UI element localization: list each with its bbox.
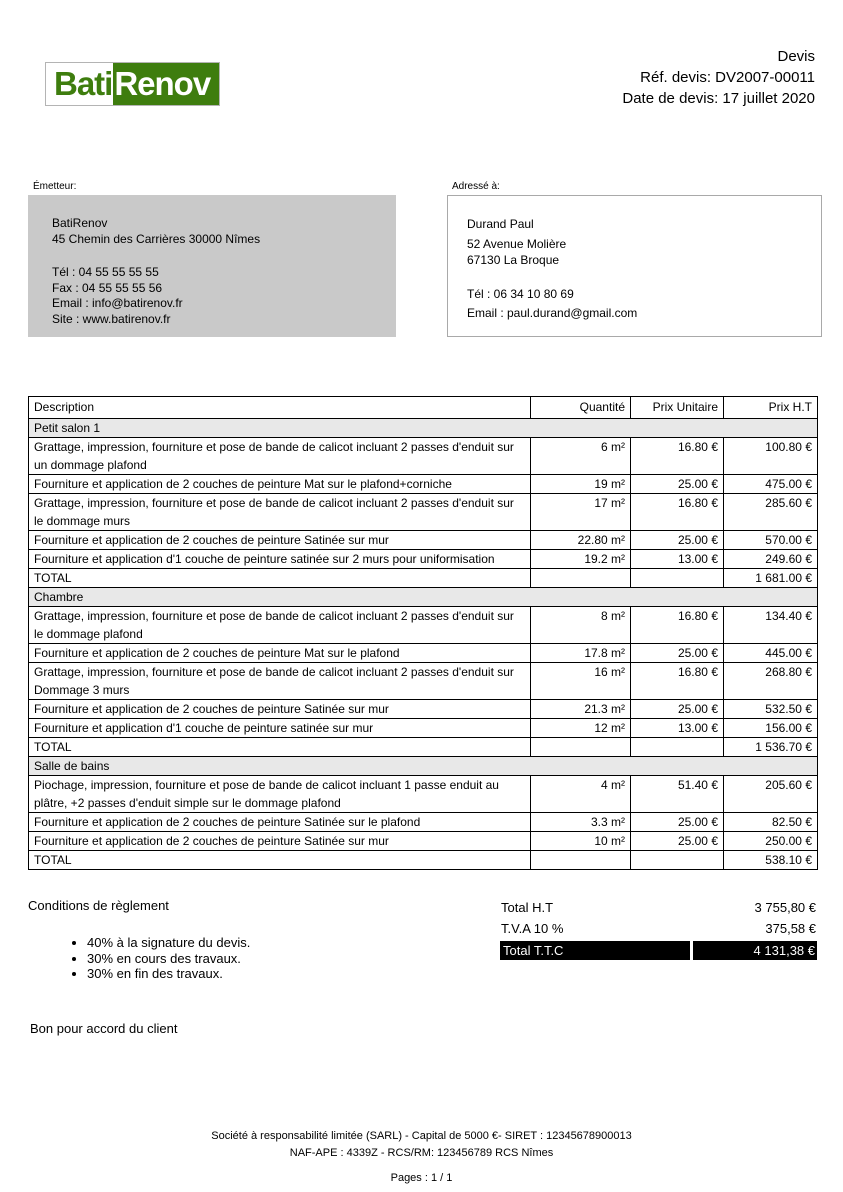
recipient-name: Durand Paul [467, 217, 534, 231]
item-description: Fourniture et application de 2 couches de peinture Satinée sur mur [29, 832, 531, 851]
item-row [29, 438, 818, 475]
tva-row [500, 918, 817, 939]
col-header-unit-price: Prix Unitaire [631, 397, 724, 419]
section-total-row [29, 569, 818, 588]
sender-address: 45 Chemin des Carrières 30000 Nîmes [52, 231, 261, 246]
col-header-description: Description [29, 397, 531, 419]
section-name: Chambre [29, 588, 818, 607]
item-description: Fourniture et application de 2 couches de peinture Satinée sur le plafond [29, 813, 531, 832]
item-quantity: 8 m² [531, 607, 631, 644]
item-row [29, 719, 818, 738]
item-price-ht: 268.80 € [724, 663, 818, 700]
legal-footer-line1: Société à responsabilité limitée (SARL) - Capital de 5000 €- SIRET : 12345678900013 [211, 1130, 632, 1142]
item-price-ht: 532.50 € [724, 700, 818, 719]
item-price-ht: 475.00 € [724, 475, 818, 494]
payment-conditions [28, 898, 250, 982]
item-row [29, 531, 818, 550]
recipient-address2: 67130 La Broque [467, 253, 560, 267]
payment-conditions-title: Conditions de règlement [28, 898, 169, 913]
batirenov-logo [45, 62, 220, 106]
payment-condition-item: • 40% à la signature du devis. [87, 935, 250, 951]
section-total-label: TOTAL [29, 738, 531, 757]
document-date: Date de devis: 17 juillet 2020 [622, 90, 815, 107]
item-unit-price: 25.00 € [631, 813, 724, 832]
item-description: Fourniture et application de 2 couches de peinture Mat sur le plafond+corniche [29, 475, 531, 494]
item-quantity: 10 m² [531, 832, 631, 851]
item-description: Grattage, impression, fourniture et pose de bande de calicot incluant 2 passes d'enduit sur un dommage plafond [29, 438, 531, 475]
sender-name: BatiRenov [52, 216, 108, 230]
page-indicator: Pages : 1 / 1 [390, 1172, 453, 1184]
item-description: Grattage, impression, fourniture et pose de bande de calicot incluant 2 passes d'enduit sur le dommage plafond [29, 607, 531, 644]
item-description: Grattage, impression, fourniture et pose de bande de calicot incluant 2 passes d'enduit sur Dommage 3 murs [29, 663, 531, 700]
section-total-value: 538.10 € [724, 851, 818, 870]
table-header-row [29, 397, 818, 419]
item-quantity: 3.3 m² [531, 813, 631, 832]
total-ttc-label: Total T.T.C [500, 941, 690, 960]
item-unit-price: 16.80 € [631, 438, 724, 475]
item-price-ht: 100.80 € [724, 438, 818, 475]
section-total-empty-qty [531, 569, 631, 588]
logo-text-bati: Bati [46, 63, 113, 105]
item-unit-price: 13.00 € [631, 719, 724, 738]
item-unit-price: 25.00 € [631, 644, 724, 663]
recipient-box [447, 195, 822, 337]
item-description: Fourniture et application de 2 couches de peinture Satinée sur mur [29, 700, 531, 719]
item-unit-price: 13.00 € [631, 550, 724, 569]
item-quantity: 17.8 m² [531, 644, 631, 663]
legal-footer [0, 1128, 843, 1162]
item-row [29, 475, 818, 494]
sender-tel: Tél : 04 55 55 55 55 [52, 265, 159, 279]
item-quantity: 12 m² [531, 719, 631, 738]
payment-condition-item: • 30% en cours des travaux. [87, 951, 250, 967]
item-price-ht: 445.00 € [724, 644, 818, 663]
item-quantity: 17 m² [531, 494, 631, 531]
section-total-value: 1 681.00 € [724, 569, 818, 588]
document-reference: Réf. devis: DV2007-00011 [640, 69, 815, 86]
item-quantity: 19 m² [531, 475, 631, 494]
section-total-empty-qty [531, 738, 631, 757]
item-unit-price: 16.80 € [631, 607, 724, 644]
total-ht-label: Total H.T [501, 900, 554, 915]
client-approval-text: Bon pour accord du client [30, 1021, 178, 1036]
item-quantity: 22.80 m² [531, 531, 631, 550]
item-description: Fourniture et application de 2 couches de peinture Satinée sur mur [29, 531, 531, 550]
payment-conditions-list [87, 935, 250, 982]
section-total-empty-qty [531, 851, 631, 870]
item-description: Grattage, impression, fourniture et pose de bande de calicot incluant 2 passes d'enduit sur le dommage murs [29, 494, 531, 531]
section-total-empty-unit [631, 851, 724, 870]
item-row [29, 663, 818, 700]
sender-fax: Fax : 04 55 55 55 56 [52, 280, 163, 295]
tva-label: T.V.A 10 % [501, 921, 564, 936]
item-row [29, 494, 818, 531]
item-unit-price: 25.00 € [631, 475, 724, 494]
legal-footer-line2: NAF-APE : 4339Z - RCS/RM: 123456789 RCS Nîmes [289, 1147, 554, 1159]
total-ht-value: 3 755,80 € [754, 900, 816, 915]
recipient-email: Email : paul.durand@gmail.com [467, 306, 638, 320]
section-total-label: TOTAL [29, 569, 531, 588]
logo-text-renov: Renov [113, 63, 219, 105]
item-quantity: 4 m² [531, 776, 631, 813]
tva-value: 375,58 € [765, 921, 816, 936]
item-price-ht: 82.50 € [724, 813, 818, 832]
col-header-quantity: Quantité [531, 397, 631, 419]
item-unit-price: 16.80 € [631, 663, 724, 700]
item-row [29, 607, 818, 644]
item-unit-price: 16.80 € [631, 494, 724, 531]
item-unit-price: 25.00 € [631, 700, 724, 719]
section-total-value: 1 536.70 € [724, 738, 818, 757]
section-header-row [29, 757, 818, 776]
section-total-label: TOTAL [29, 851, 531, 870]
total-ttc-row [500, 941, 817, 960]
section-name: Petit salon 1 [29, 419, 818, 438]
sender-label: Émetteur: [33, 181, 77, 192]
item-quantity: 21.3 m² [531, 700, 631, 719]
section-total-row [29, 851, 818, 870]
sender-box [28, 195, 396, 337]
item-price-ht: 249.60 € [724, 550, 818, 569]
section-total-row [29, 738, 818, 757]
item-row [29, 644, 818, 663]
totals-block [500, 897, 817, 960]
invoice-items-table [28, 396, 818, 870]
item-price-ht: 134.40 € [724, 607, 818, 644]
item-description: Piochage, impression, fourniture et pose de bande de calicot incluant 1 passe enduit au plâtre, +2 passes d'enduit simple sur le dommage plafond [29, 776, 531, 813]
item-description: Fourniture et application d'1 couche de peinture satinée sur 2 murs pour uniformisation [29, 550, 531, 569]
sender-site: Site : www.batirenov.fr [52, 311, 171, 326]
sender-email: Email : info@batirenov.fr [52, 296, 183, 310]
item-price-ht: 570.00 € [724, 531, 818, 550]
section-total-empty-unit [631, 569, 724, 588]
document-title: Devis [777, 48, 815, 65]
total-ttc-value: 4 131,38 € [693, 941, 817, 960]
item-row [29, 813, 818, 832]
payment-condition-item: • 30% en fin des travaux. [87, 966, 250, 982]
item-price-ht: 250.00 € [724, 832, 818, 851]
item-row [29, 700, 818, 719]
recipient-address1: 52 Avenue Molière [467, 237, 567, 251]
item-price-ht: 285.60 € [724, 494, 818, 531]
item-row [29, 832, 818, 851]
item-quantity: 16 m² [531, 663, 631, 700]
item-quantity: 6 m² [531, 438, 631, 475]
invoice-table-body [29, 419, 818, 870]
section-header-row [29, 419, 818, 438]
col-header-price-ht: Prix H.T [724, 397, 818, 419]
item-price-ht: 156.00 € [724, 719, 818, 738]
document-header [622, 46, 815, 109]
section-name: Salle de bains [29, 757, 818, 776]
section-total-empty-unit [631, 738, 724, 757]
item-description: Fourniture et application d'1 couche de peinture satinée sur mur [29, 719, 531, 738]
section-header-row [29, 588, 818, 607]
item-unit-price: 51.40 € [631, 776, 724, 813]
item-row [29, 776, 818, 813]
item-quantity: 19.2 m² [531, 550, 631, 569]
item-price-ht: 205.60 € [724, 776, 818, 813]
recipient-label: Adressé à: [452, 181, 500, 192]
item-row [29, 550, 818, 569]
total-ht-row [500, 897, 817, 918]
recipient-tel: Tél : 06 34 10 80 69 [467, 287, 574, 301]
item-unit-price: 25.00 € [631, 832, 724, 851]
item-unit-price: 25.00 € [631, 531, 724, 550]
item-description: Fourniture et application de 2 couches de peinture Mat sur le plafond [29, 644, 531, 663]
